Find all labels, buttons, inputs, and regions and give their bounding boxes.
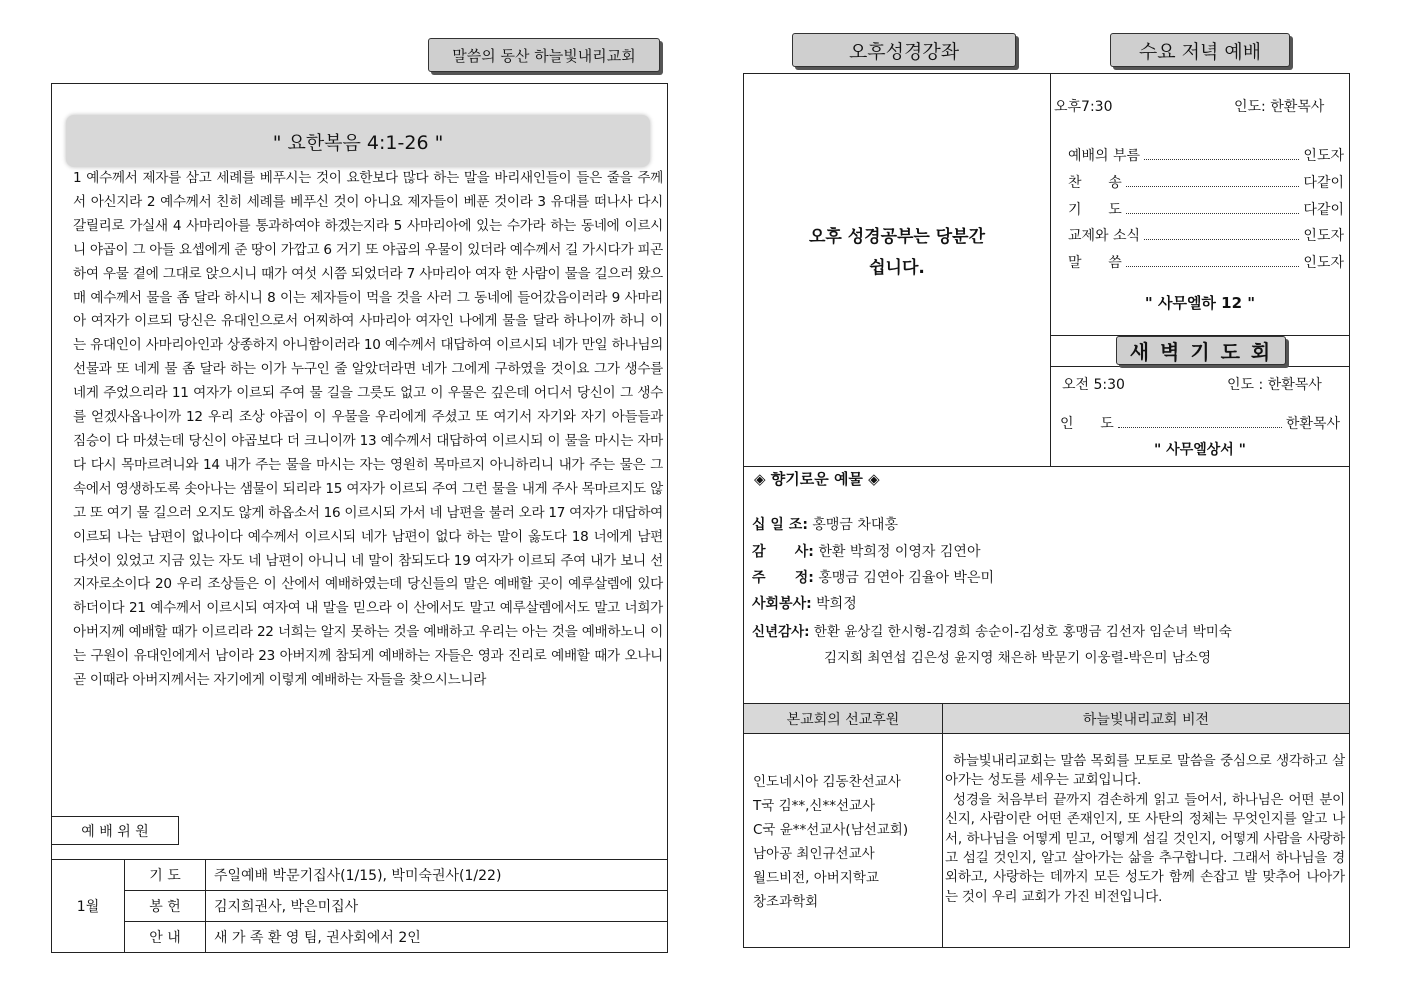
offering-names: 한환 윤상길 한시형-김경희 송순이-김성호 홍맹금 김선자 임순녀 박미숙 xyxy=(813,624,1232,640)
list-item: 월드비전, 아버지학교 xyxy=(753,870,879,886)
vision-header: 하늘빛내리교회 비전 xyxy=(1082,712,1210,728)
divider xyxy=(743,466,1350,467)
vision-paragraph: 성경을 처음부터 끝까지 겸손하게 읽고 들어서, 하나님은 어떤 분이신지, 사람이란 어떤 존재인지, 또 사탄의 정체는 무엇인지를 알고 나서, 하나님을 어떻게 믿고, 어떻게 섬길 것인지, 어떻게 사람을 사랑하고 섬길 것인지, 알고 살아가는 삶을 추구합니다. 그래서 하나님을 경외하고, 사랑하는 데까지 모든 성도가 함께 손잡고 발 맞추어 나아가는 것이 우리 교회가 가진 비전입니다. xyxy=(945,791,1345,905)
wednesday-service-title-text: 수요 저녁 예배 xyxy=(1138,40,1262,63)
offering-row xyxy=(752,593,857,613)
duty-role: 안 내 xyxy=(125,922,206,953)
duty-detail: 새 가 족 환 영 팀, 권사회에서 2인 xyxy=(206,922,668,953)
offering-label: 사회봉사: xyxy=(752,596,812,612)
table-row xyxy=(52,891,668,922)
order-item xyxy=(1068,199,1344,219)
offering-label: 감 사: xyxy=(752,544,814,560)
afternoon-notice xyxy=(745,222,1049,284)
scripture-text: 1 예수께서 제자를 삼고 세례를 베푸시는 것이 요한보다 많다 하는 말을 바리새인들이 들은 줄을 주께서 아신지라 2 예수께서 친히 세례를 베푸신 것이 아니요 제자들이 베푼 것이라 3 유대를 떠나사 다시 갈릴리로 가실새 4 사마리아를 통과하여야 하겠는지라 5 사마리아에 있는 수가라 하는 동네에 이르시니 야곱이 그 아들 요셉에게 준 땅이 가깝고 6 거기 또 야곱의 우물이 있더라 예수께서 길 가시다가 피곤하여 우물 곁에 그대로 앉으시니 때가 여섯 시쯤 되었더라 7 사마리아 여자 한 사람이 물을 길으러 왔으매 예수께서 물을 좀 달라 하시니 8 이는 제자들이 먹을 것을 사러 그 동네에 들어갔음이러라 9 사마리아 여자가 이르되 당신은 유대인으로서 어찌하여 사마리아 여자인 나에게 물을 달라 하나이까 하니 이는 유대인이 사마리아인과 상종하지 아니함이러라 10 예수께서 대답하여 이르시되 네가 만일 하나님의 선물과 또 네게 물 좀 달라 하는 이가 누구인 줄 알았더라면 네가 그에게 구하였을 것이요 그가 생수를 네게 주었으리라 11 여자가 이르되 주여 물 길을 그릇도 없고 이 우물은 깊은데 어디서 당신이 그 생수를 얻겠사옵나이까 12 우리 조상 야곱이 이 우물을 우리에게 주셨고 또 여기서 자기와 자기 아들들과 짐승이 다 마셨는데 당신이 야곱보다 더 크니이까 13 예수께서 대답하여 이르시되 이 물을 마시는 자마다 다시 목마르려니와 14 내가 주는 물을 마시는 자는 영원히 목마르지 아니하리니 내가 주는 물은 그 속에서 영생하도록 솟아나는 샘물이 되리라 15 여자가 이르되 주여 그런 물을 내게 주사 목마르지도 않고 또 여기 물 길으러 오지도 않게 하옵소서 16 이르시되 가서 네 남편을 불러 오라 17 여자가 대답하여 이르되 나는 남편이 없나이다 예수께서 이르시되 네가 남편이 없다 하는 말이 옳도다 18 너에게 남편 다섯이 있었고 지금 있는 자도 네 남편이 아니니 네 말이 참되도다 19 여자가 이르되 주여 내가 보니 선지자로소이다 20 우리 조상들은 이 산에서 예배하였는데 당신들의 말은 예배할 곳이 예루살렘에 있다 하더이다 21 예수께서 이르시되 여자여 내 말을 믿으라 이 산에서도 말고 예루살렘에서도 말고 너희가 아버지께 예배할 때가 이르리라 22 너희는 알지 못하는 것을 예배하고 우리는 아는 것을 예배하노니 이는 구원이 유대인에게서 남이라 23 아버지께 참되게 예배하는 자들은 영과 진리로 예배할 때가 오나니 곧 이때라 아버지께서는 자기에게 이렇게 예배하는 자들을 찾으시느니라 xyxy=(73,170,663,689)
table-row xyxy=(52,860,668,891)
wed-time: 오후7:30 xyxy=(1054,99,1113,115)
dawn-prayer-title xyxy=(1116,336,1286,365)
wed-text: " 사무엘하 12 " xyxy=(1144,294,1256,312)
dawn-lead-row xyxy=(1060,413,1340,433)
offering-row xyxy=(752,541,980,561)
dawn-text: " 사무엘상서 " xyxy=(1154,442,1246,458)
dawn-lead-name: 한환목사 xyxy=(1285,416,1340,432)
vision-paragraph: 하늘빛내리교회는 말씀 목회를 모토로 말씀을 중심으로 생각하고 살아가는 성도를 세우는 교회입니다. xyxy=(945,753,1345,789)
wed-leader: 인도: 한환목사 xyxy=(1234,99,1325,115)
dawn-lead-label: 인 도 xyxy=(1060,416,1114,432)
order-who: 인도자 xyxy=(1303,255,1344,271)
list-item: 창조과학회 xyxy=(753,894,819,910)
mission-header: 본교회의 선교후원 xyxy=(786,712,900,728)
mission-list xyxy=(753,770,908,914)
committee-label-box xyxy=(51,816,179,845)
order-who: 다같이 xyxy=(1303,175,1344,191)
offering-row xyxy=(752,567,994,587)
table-row xyxy=(52,922,668,953)
offering-label: 주 정: xyxy=(752,570,814,586)
offering-names: 홍맹금 차대홍 xyxy=(812,517,898,533)
duty-detail: 주일예배 박문기집사(1/15), 박미숙권사(1/22) xyxy=(206,860,668,891)
offering-names: 박희정 xyxy=(816,596,857,612)
duty-role: 봉 헌 xyxy=(125,891,206,922)
scripture-title-banner xyxy=(66,115,650,167)
offering-label: 십 일 조: xyxy=(752,517,808,533)
divider xyxy=(1050,366,1350,367)
order-item xyxy=(1068,225,1344,245)
order-who: 인도자 xyxy=(1303,228,1344,244)
divider xyxy=(942,703,943,948)
list-item: T국 김**,신**선교사 xyxy=(753,798,876,814)
church-header-text: 말씀의 동산 하늘빛내리교회 xyxy=(452,46,636,65)
order-label: 교제와 소식 xyxy=(1068,228,1141,244)
order-label: 기 도 xyxy=(1068,202,1122,218)
offering-row xyxy=(752,620,1232,640)
order-label: 예배의 부름 xyxy=(1068,148,1141,164)
divider xyxy=(743,733,1350,734)
list-item: 남아공 최인규선교사 xyxy=(753,846,875,862)
dawn-time: 오전 5:30 xyxy=(1062,377,1125,393)
order-item xyxy=(1068,145,1344,165)
offering-row-continued: 김지희 최연섭 김은성 윤지영 채은하 박문기 이웅렬-박은미 남소영 xyxy=(824,650,1212,666)
afternoon-class-title-text: 오후성경강좌 xyxy=(848,40,960,63)
duty-role: 기 도 xyxy=(125,860,206,891)
list-item: 인도네시아 김동찬선교사 xyxy=(753,774,901,790)
order-who: 다같이 xyxy=(1303,202,1344,218)
afternoon-notice-line: 오후 성경공부는 당분간 xyxy=(808,227,986,247)
vision-text xyxy=(945,752,1345,907)
order-who: 인도자 xyxy=(1303,148,1344,164)
order-item xyxy=(1068,252,1344,272)
offering-row xyxy=(752,514,898,534)
committee-label: 예 배 위 원 xyxy=(81,823,149,840)
scripture-title: " 요한복음 4:1-26 " xyxy=(272,131,444,154)
order-item xyxy=(1068,172,1344,192)
duty-month: 1월 xyxy=(52,860,125,953)
dawn-prayer-title-text: 새 벽 기 도 회 xyxy=(1129,340,1273,364)
order-label: 찬 송 xyxy=(1068,175,1122,191)
wednesday-service-title xyxy=(1110,33,1290,67)
list-item: C국 윤**선교사(남선교회) xyxy=(753,822,909,838)
offering-title: ◈ 향기로운 예물 ◈ xyxy=(754,470,880,488)
offering-names: 한환 박희정 이영자 김연아 xyxy=(818,544,981,560)
church-header-label xyxy=(428,38,660,72)
dawn-leader: 인도 : 한환목사 xyxy=(1227,377,1322,393)
duty-detail: 김지희권사, 박은미집사 xyxy=(206,891,668,922)
duty-table xyxy=(51,859,668,953)
order-label: 말 씀 xyxy=(1068,255,1122,271)
offering-label: 신년감사: xyxy=(752,624,810,640)
afternoon-class-title xyxy=(792,33,1016,67)
offering-names: 홍맹금 김연아 김율아 박은미 xyxy=(818,570,994,586)
afternoon-notice-line: 쉽니다. xyxy=(869,258,925,278)
divider xyxy=(1050,73,1051,466)
